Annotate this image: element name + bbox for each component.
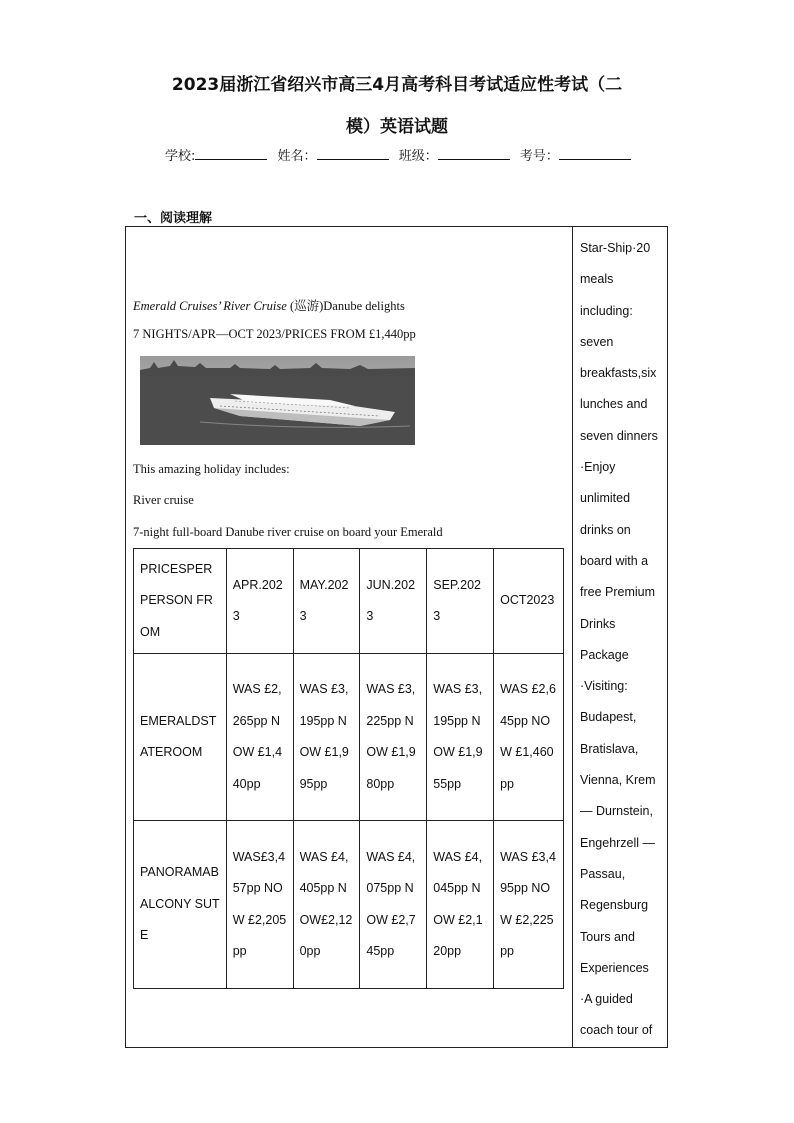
table-cell: WAS £4,045pp NOW £2,120pp (427, 821, 494, 989)
sidebar-coach-tour: ·A guided coach tour of (580, 992, 653, 1038)
table-header: JUN.2023 (360, 549, 427, 654)
school-label: 学校: (165, 149, 196, 164)
table-header: OCT2023 (494, 549, 564, 654)
table-header: APR.2023 (226, 549, 293, 654)
table-cell: WAS £4,075pp NOW £2,745pp (360, 821, 427, 989)
table-row (134, 821, 564, 989)
table-row (134, 654, 564, 821)
table-header: SEP.2023 (427, 549, 494, 654)
table-cell: WAS £3,195pp NOW £1,995pp (293, 654, 360, 821)
class-field[interactable] (399, 145, 510, 164)
article-subtitle: 7 NIGHTS/APR—OCT 2023/PRICES FROM £1,440pp (133, 327, 416, 341)
price-table (133, 548, 564, 989)
table-cell: WAS £3,495pp NOW £2,225pp (494, 821, 564, 989)
table-header: MAY.2023 (293, 549, 360, 654)
section-heading: 一、阅读理解 (134, 211, 213, 226)
item-heading: River cruise (133, 493, 194, 507)
table-cell: WAS £2,265pp NOW £1,440pp (226, 654, 293, 821)
article-title: Emerald Cruises’ River Cruise (巡游)Danube delights (133, 299, 405, 313)
table-cell: WAS £4,405pp NOW£2,120pp (293, 821, 360, 989)
item-text: 7-night full-board Danube river cruise on board your Emerald (133, 525, 443, 539)
sidebar-visiting: ·Visiting: Budapest, Bratislava, Vienna, Krem — Durnstein, Engehrzell — Passau, Regensburg Tours and Experiences (580, 679, 656, 975)
name-label: 姓名： (277, 149, 317, 164)
student-info-fields (165, 145, 637, 164)
table-cell: WAS £3,225pp NOW £1,980pp (360, 654, 427, 821)
table-header: PRICESPER PERSON FROM (134, 549, 227, 654)
sidebar-column (580, 233, 662, 1047)
table-cell: WAS£3,457pp NOW £2,205pp (226, 821, 293, 989)
class-label: 班级： (398, 149, 438, 164)
includes-heading: This amazing holiday includes: (133, 462, 290, 476)
cruise-ship-image (140, 356, 415, 445)
exam-number-label: 考号： (519, 149, 559, 164)
column-divider (572, 226, 573, 1048)
sidebar-drinks: ·Enjoy unlimited drinks on board with a free Premium Drinks Package (580, 460, 656, 662)
exam-number-field[interactable] (520, 145, 631, 164)
table-cell: WAS £3,195pp NOW £1,955pp (427, 654, 494, 821)
table-header-row (134, 549, 564, 654)
sidebar-meals: Star-Ship·20 meals including: seven breakfasts,six lunches and seven dinners (580, 241, 658, 443)
page-title-line1: 2023届浙江省绍兴市高三4月高考科目考试适应性考试（二 (171, 75, 623, 95)
school-field[interactable] (165, 145, 267, 164)
table-cell: WAS £2,645pp NOW £1,460pp (494, 654, 564, 821)
table-row-label: PANORAMABALCONY SUTE (134, 821, 227, 989)
table-row-label: EMERALDSTATEROOM (134, 654, 227, 821)
page-title-line2: 模）英语试题 (346, 117, 448, 137)
name-field[interactable] (278, 145, 389, 164)
